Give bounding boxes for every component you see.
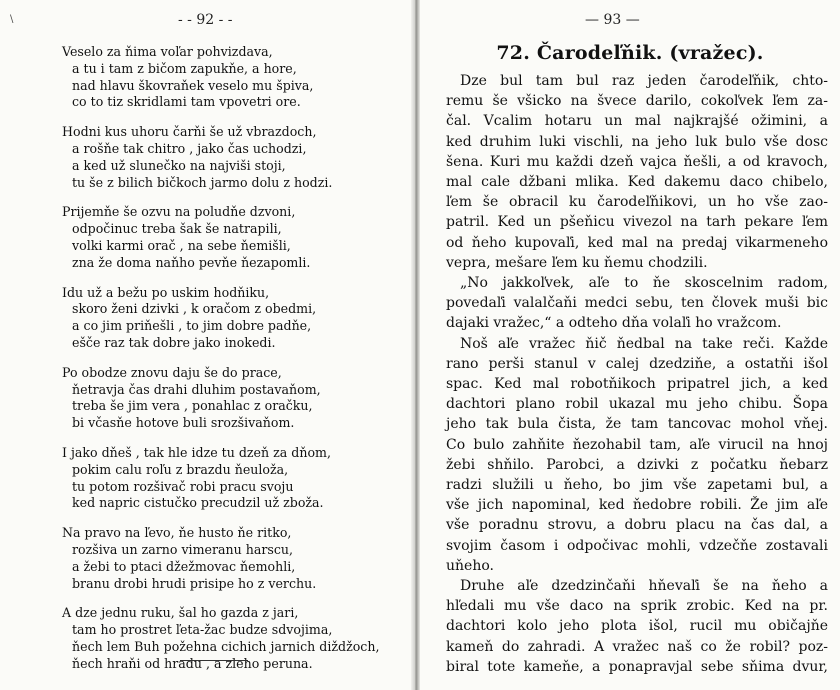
verse-line: treba še jim vera , ponahlac z oračku,	[72, 398, 313, 414]
text-line: od ňeho kupovaľi, ked mal na predaj vikarmeneho	[446, 234, 828, 251]
text-line: vepra, mešare ľem ku ňemu chodzili.	[446, 254, 708, 271]
verse-line: a ked už slunečko na najviši stoji,	[72, 157, 286, 173]
verse-line: ňech lem Buh požehna cichich jarnich diždžoch,	[72, 638, 380, 654]
text-line: dachtori kolo jeho plota išol, rucil mu običajňe	[446, 618, 828, 635]
poem-stanza	[62, 285, 392, 352]
verse-line: Prijemňe še ozvu na poludňe dzvoni,	[62, 204, 296, 220]
text-line: biral tote kameňe, a ponapravjal sebe sňima dvur,	[446, 658, 828, 675]
text-line: Druhe aľe dzedzinčaňi hňevaľi še na ňeho a	[460, 578, 828, 595]
poem-stanza	[62, 124, 392, 191]
text-line: dachtori plano robil ukazal mu jeho chibu. Šopa	[446, 396, 828, 413]
verse-line: A dze jednu ruku, šal ho gazda z jari,	[62, 605, 299, 621]
poem-stanza	[62, 525, 392, 592]
poem-stanza	[62, 365, 392, 432]
verse-line: Veselo za ňima voľar pohvizdava,	[62, 44, 273, 59]
margin-mark: \	[10, 14, 14, 25]
verse-line: a tu i tam z bičom zapukňe, a hore,	[72, 60, 297, 76]
text-line: mal cale džbani mlika. Ked dakemu daco chibelo,	[446, 174, 828, 191]
verse-line: ňetravja čas drahi dluhim postavaňom,	[72, 381, 321, 397]
verse-line: Hodni kus uhoru čarňi še už vbrazdoch,	[62, 124, 317, 140]
page-number-right: — 93 —	[585, 12, 640, 28]
text-line: hľedali mu vše daco na sprik zrobic. Ked na pr.	[446, 598, 828, 615]
verse-line: Idu už a bežu po uskim hodňiku,	[62, 284, 270, 300]
verse-line: tu potom rozšivač robi pracu svoju	[72, 478, 294, 494]
section-end-rule	[180, 660, 248, 661]
text-line: jeho tak bula čista, že tam tancovac mohol vňej.	[446, 416, 828, 433]
verse-line: ešče raz tak dobre jako inokedi.	[72, 334, 276, 350]
text-line: uňeho.	[446, 557, 494, 574]
text-line: povedaľi valalčaňi medci sebu, ten človek muši bic	[446, 295, 828, 312]
poem-stanza	[62, 445, 392, 512]
verse-line: Na pravo na ľevo, ňe husto ňe ritko,	[62, 525, 292, 541]
text-line: kameň do zahradi. A vražec naš co že robil? poz-	[446, 638, 828, 655]
verse-line: Po obodze znovu daju še do prace,	[62, 364, 282, 380]
verse-line: I jako dňeš , tak hle idze tu dzeň za dňom,	[62, 444, 331, 460]
verse-line: branu drobi hrudi prisipe ho z verchu.	[72, 575, 317, 591]
verse-line: odpočinuc treba šak še natrapili,	[72, 221, 282, 237]
verse-line: pokim calu roľu z brazdu ňeuloža,	[72, 461, 289, 477]
verse-line: skoro ženi dzivki , k oračom z obedmi,	[72, 301, 317, 317]
text-line: Co bulo zahňite ňezohabil tam, aľe virucil na hnoj	[446, 436, 828, 453]
text-line: vše poradnu strovu, a dobru placu na čas dal, a	[446, 517, 828, 534]
text-line: čal. Vcalim hotaru un mal najkrajšé ožimini, a	[446, 113, 828, 130]
verse-line: tu še z bilich bičkoch jarmo dolu z hodzi.	[72, 174, 333, 190]
verse-line: zna že doma naňho pevňe ňezapomli.	[72, 254, 311, 270]
poem	[62, 44, 392, 686]
verse-line: nad hlavu škovraňek veselo mu špiva,	[72, 77, 314, 93]
right-page	[420, 0, 840, 690]
book-gutter	[411, 0, 420, 690]
page-number-left: - - 92 - -	[178, 12, 233, 28]
verse-line: a žebi to ptaci džežmovac ňemohli,	[72, 558, 296, 574]
left-page	[0, 0, 411, 690]
poem-stanza	[62, 44, 392, 111]
verse-line: ňech hraňi od hradu , a zleho peruna.	[72, 655, 313, 671]
text-line: Dze bul tam bul raz jeden čarodeľňik, chto-	[460, 73, 828, 89]
poem-stanza	[62, 605, 392, 672]
verse-line: co to tiz skridlami tam vpovetri ore.	[72, 94, 301, 110]
text-line: Noš aľe vražec ňič ňedbal na take reči. Každe	[460, 335, 828, 352]
text-line: ked druhim luki vischli, na jeho luk bulo vše dosc	[446, 133, 828, 150]
text-line: rano perši stanul v calej dzedziňe, a ostatňi išol	[446, 355, 828, 372]
verse-line: a rošňe tak chitro , jako čas uchodzi,	[72, 140, 307, 156]
text-line: šena. Kuri mu každi dzeň vajca ňešli, a od kravoch,	[446, 153, 828, 170]
story-text	[446, 71, 828, 677]
text-line: žebi shňilo. Parobci, a dzivki z počatku ňebarz	[446, 456, 828, 473]
text-line: dajaki vražec,“ a odteho dňa volaľi ho vražcom.	[446, 315, 782, 332]
verse-line: volki karmi orač , na sebe ňemišli,	[72, 237, 291, 253]
text-line: radzi služili u ňeho, bo jim vše zapetami bul, a	[446, 477, 828, 494]
text-line: remu še všicko na švece darilo, cokoľvek ľem za-	[446, 93, 828, 110]
verse-line: a co jim priňešli , to jim dobre padňe,	[72, 318, 312, 334]
verse-line: bi včasňe hotove buli srozšivaňom.	[72, 415, 295, 431]
verse-line: tam ho prostret ľeta-žac budze sdvojima,	[72, 622, 333, 638]
text-line: vše jich napominal, ked ňedobre robili. Že jim aľe	[446, 497, 828, 514]
text-line: spac. Ked mal robotňikoch pripatrel jich, a ked	[446, 376, 828, 393]
text-line: svojim časom i odpočivac mohli, vdzečňe zostavali	[446, 537, 828, 554]
text-line: „No jakkoľvek, aľe to ňe skoscelnim radom,	[460, 275, 828, 292]
text-line: patril. Ked un pšeňicu vivezol na tarh pekare ľem	[446, 214, 828, 231]
text-line: ľem še obracil ku čarodeľňikovi, un ho vše zao-	[446, 194, 828, 211]
verse-line: rozšiva un zarno vimeranu harscu,	[72, 541, 293, 557]
poem-stanza	[62, 204, 392, 271]
verse-line: ked napric cistučko precudzil už zboža.	[72, 495, 324, 511]
story-title: 72. Čarodeľňik. (vražec).	[496, 42, 764, 64]
